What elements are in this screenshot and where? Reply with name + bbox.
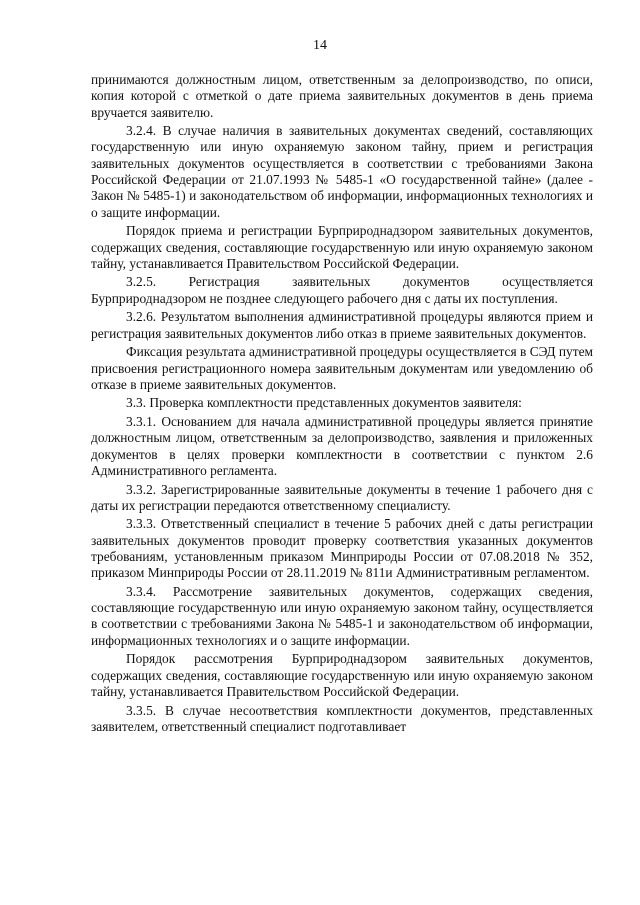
- document-body: [91, 72, 593, 737]
- paragraph-continuation: принимаются должностным лицом, ответственным за делопроизводство, по описи, копия которой с отметкой о дате приема заявительных документов в день приема вручается заявителю.: [91, 72, 593, 120]
- paragraph-3-2-4: 3.2.4. В случае наличия в заявительных документах сведений, составляющих государственную или иную охраняемую законом тайну, прием и регистрация заявительных документов осуществляется в соответствии с требованиями Закона Российской Федерации от 21.07.1993 № 5485-1 «О государственной тайне» (далее - Закон № 5485-1) и законодательством об информации, информационных технологиях и о защите информации.: [91, 123, 593, 220]
- paragraph-3-3-1: 3.3.1. Основанием для начала административной процедуры является принятие должностным лицом, ответственным за делопроизводство, заявления и приложенных документов в целях проверки комплектности в соответствии с пунктом 2.6 Административного регламента.: [91, 414, 593, 478]
- paragraph-3-3-2: 3.3.2. Зарегистрированные заявительные документы в течение 1 рабочего дня с даты их регистрации передаются ответственному специалисту.: [91, 481, 593, 513]
- page-number: 14: [313, 38, 327, 53]
- paragraph-reception-procedure: Порядок приема и регистрации Бурприроднадзором заявительных документов, содержащих сведения, составляющие государственную или иную охраняемую законом тайну, устанавливается Правительством Российской Федерации.: [91, 223, 593, 271]
- paragraph-review-procedure: Порядок рассмотрения Бурприроднадзором заявительных документов, содержащих сведения, составляющие государственную или иную охраняемую законом тайну, устанавливается Правительством Российской Федерации.: [91, 651, 593, 699]
- paragraph-result-fixation: Фиксация результата административной процедуры осуществляется в СЭД путем присвоения регистрационного номера заявительным документам или уведомлению об отказе в приеме заявительных документов.: [91, 344, 593, 392]
- paragraph-3-3: 3.3. Проверка комплектности представленных документов заявителя:: [126, 395, 522, 411]
- paragraph-3-3-3: 3.3.3. Ответственный специалист в течение 5 рабочих дней с даты регистрации заявительных документов проводит проверку соответствия указанных документов требованиям, установленным приказом Минприроды России от 07.08.2018 № 352, приказом Минприроды России от 28.11.2019 № 811и Административным регламентом.: [91, 516, 593, 581]
- paragraph-3-2-6: 3.2.6. Результатом выполнения административной процедуры являются прием и регистрация заявительных документов либо отказ в приеме заявительных документов.: [91, 309, 593, 341]
- paragraph-3-3-4: 3.3.4. Рассмотрение заявительных документов, содержащих сведения, составляющие государственную или иную охраняемую законом тайну, осуществляется в соответствии с требованиями Закона № 5485-1 и законодательством об информации, информационных технологиях и о защите информации.: [91, 583, 593, 648]
- paragraph-3-3-5: 3.3.5. В случае несоответствия комплектности документов, представленных заявителем, ответственный специалист подготавливает: [91, 702, 593, 734]
- paragraph-3-2-5: 3.2.5. Регистрация заявительных документов осуществляется Бурприроднадзором не позднее следующего рабочего дня с даты их поступления.: [91, 274, 593, 306]
